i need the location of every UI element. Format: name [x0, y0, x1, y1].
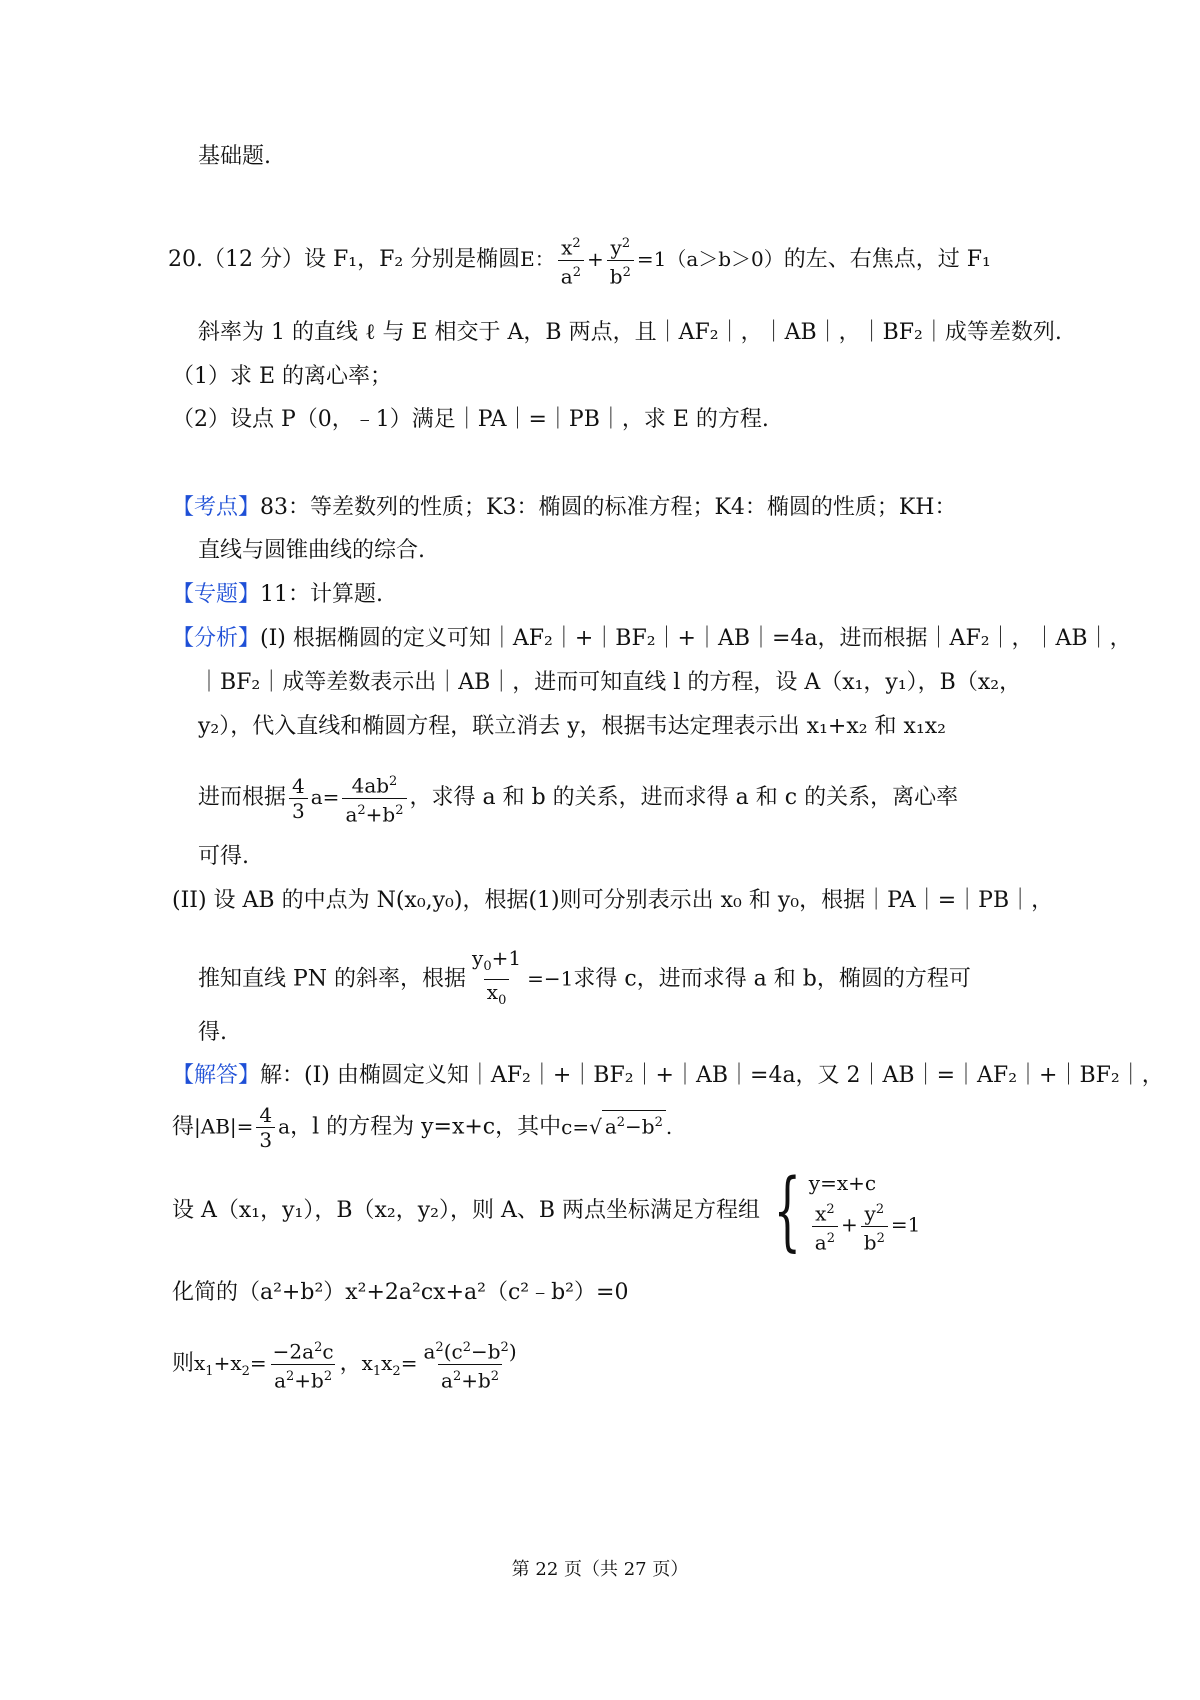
- fenxi-line6: (II) 设 AB 的中点为 N(x₀,y₀)，根据(1)则可分别表示出 x₀ 和 y₀，根据｜PA｜=｜PB｜，: [172, 888, 1054, 913]
- question-part-2: （2）设点 P（0，﹣1）满足｜PA｜=｜PB｜，求 E 的方程.: [172, 407, 769, 432]
- fraction-sum-roots: $\frac{-2a^2c}{a^2+b^2}$: [272, 1339, 334, 1393]
- equation-system: { y=x+c $\frac{x^2}{a^2}$ + $\frac{y^2}{b^2}$ =1: [773, 1161, 921, 1262]
- fenxi-line3: y₂），代入直线和椭圆方程，联立消去 y，根据韦达定理表示出 x₁+x₂ 和 x₁x₂: [198, 714, 946, 739]
- jieda-text-2b: ，l 的方程为 y=x+c，其中: [290, 1114, 562, 1140]
- kaodian-text: 83：等差数列的性质；K3：椭圆的标准方程；K4：椭圆的性质；KH：: [260, 495, 957, 520]
- page-footer: 第 22 页（共 27 页）: [511, 1559, 689, 1580]
- fenxi-line2: ｜BF₂｜成等差数表示出｜AB｜，进而可知直线 l 的方程，设 A（x₁，y₁），B（x₂，: [198, 670, 1022, 695]
- question-20-line1: 20.（12 分）设 F₁，F₂ 分别是椭圆E： $\frac{x^2}{a^2}$ + $\frac{y^2}{b^2}$ =1（a＞b＞0）的左、右焦点，过 F₁: [168, 232, 991, 288]
- ellipse-label: E：: [520, 247, 555, 272]
- fraction-4ab2-over-a2b2: $\frac{4ab^2}{a^2+b^2}$: [342, 770, 406, 826]
- question-tail: 的左、右焦点，过 F₁: [783, 247, 991, 273]
- fraction-4-3-b: $\frac{4}{3}$: [256, 1103, 275, 1152]
- fenxi-line7: 推知直线 PN 的斜率，根据 $\frac{y_0+1}{x_0}$ =−1求得 c，进而求得 a 和 b，椭圆的方程可: [198, 946, 971, 1013]
- zhuanti-line: [172, 580, 383, 610]
- kaodian-line1: [172, 493, 957, 523]
- jieda-text-5a: 则: [172, 1351, 195, 1377]
- fenxi-text-4b: ，求得 a 和 b 的关系，进而求得 a 和 c 的关系，离心率: [409, 785, 959, 811]
- question-score-text: （12 分）设 F₁，F₂ 分别是椭圆: [203, 247, 521, 273]
- fenxi-text-7b: 求得 c，进而求得 a 和 b，椭圆的方程可: [573, 966, 971, 992]
- fraction-product-roots: $\frac{a^2(c^2-b^2)}{a^2+b^2}$: [423, 1339, 517, 1393]
- fraction-y2-b2: $\frac{y^2}{b^2}$: [607, 232, 634, 288]
- zhuanti-tag: 【专题】: [172, 582, 261, 607]
- question-20-line2: 斜率为 1 的直线 ℓ 与 E 相交于 A，B 两点，且｜AF₂｜，｜AB｜，｜BF₂｜成等差数列.: [198, 320, 1062, 345]
- fenxi-text-1: (I) 根据椭圆的定义可知｜AF₂｜+｜BF₂｜+｜AB｜=4a，进而根据｜AF₂｜，｜AB｜，: [260, 626, 1132, 651]
- jieda-line3: [172, 1161, 921, 1262]
- question-part-1: （1）求 E 的离心率；: [172, 364, 393, 389]
- jieda-text-3: 设 A（x₁，y₁），B（x₂，y₂），则 A、B 两点坐标满足方程组: [172, 1198, 761, 1224]
- fenxi-line8: 得.: [198, 1020, 227, 1045]
- fraction-y0plus1-over-x0: $\frac{y_0+1}{x_0}$: [469, 946, 524, 1013]
- jieda-text-2a: 得: [172, 1114, 195, 1140]
- fenxi-text-7a: 推知直线 PN 的斜率，根据: [198, 966, 467, 992]
- kaodian-tag: 【考点】: [172, 495, 261, 520]
- kaodian-line2: 直线与圆锥曲线的综合.: [198, 538, 425, 563]
- fenxi-line1: [172, 624, 1132, 654]
- jieda-line1: [172, 1061, 1164, 1091]
- fenxi-line5: 可得.: [198, 844, 249, 869]
- previous-answer-end: 基础题.: [198, 144, 271, 169]
- question-number: 20.: [168, 247, 203, 273]
- jieda-tag: 【解答】: [172, 1063, 261, 1088]
- fenxi-tag: 【分析】: [172, 626, 261, 651]
- fraction-4-3: $\frac{4}{3}$: [289, 774, 308, 823]
- fenxi-line4: 进而根据 $\frac{4}{3}$ a= $\frac{4ab^2}{a^2+b^2}$ ，求得 a 和 b 的关系，进而求得 a 和 c 的关系，离心率: [198, 770, 958, 826]
- fraction-x2-a2: $\frac{x^2}{a^2}$: [558, 232, 584, 288]
- ellipse-condition: =1（a＞b＞0）: [636, 247, 784, 272]
- jieda-line4: 化简的（a²+b²）x²+2a²cx+a²（c²﹣b²）=0: [172, 1280, 629, 1305]
- jieda-line2: 得|AB|= $\frac{4}{3}$ a，l 的方程为 y=x+c，其中c=√ $a^2-b^2$ .: [172, 1103, 673, 1152]
- jieda-line5: 则$x_1+x_2=$ $\frac{-2a^2c}{a^2+b^2}$ ，$x_1x_2=$ $\frac{a^2(c^2-b^2)}{a^2+b^2}$: [172, 1336, 523, 1392]
- jieda-text-1: 解：(I) 由椭圆定义知｜AF₂｜+｜BF₂｜+｜AB｜=4a，又 2｜AB｜=｜AF₂｜+｜BF₂｜，: [260, 1063, 1164, 1088]
- zhuanti-text: 11：计算题.: [260, 582, 384, 607]
- fenxi-text-4a: 进而根据: [198, 785, 287, 811]
